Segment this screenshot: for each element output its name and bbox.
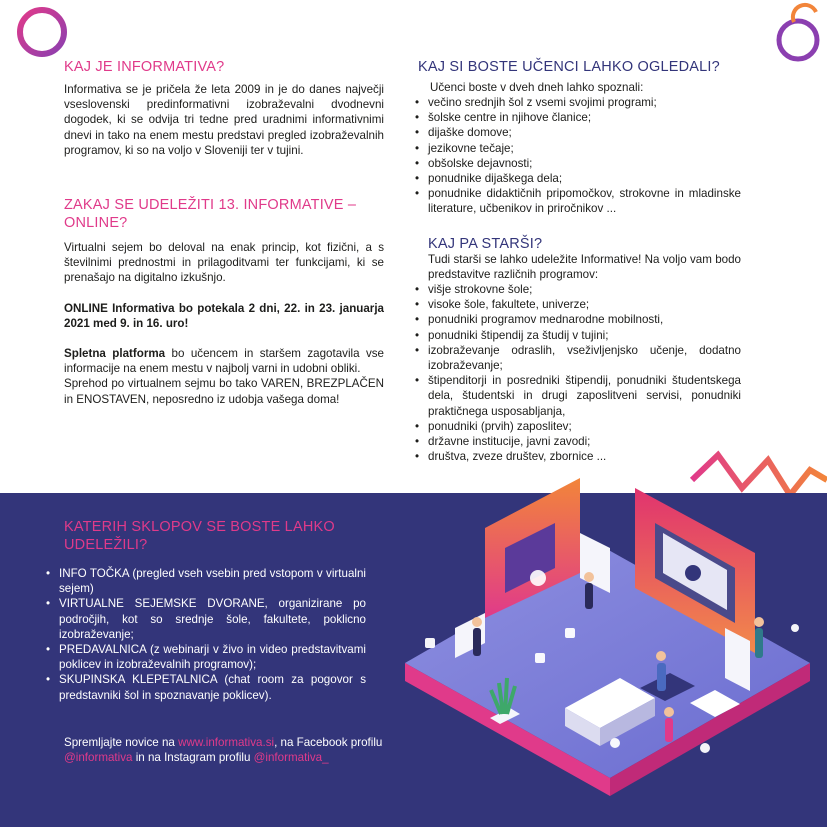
parents-intro: Tudi starši se lahko udeležite Informative! Na voljo vam bodo predstavitve različnih programov:	[428, 253, 741, 282]
list-item: • višje strokovne šole;	[415, 282, 741, 297]
list-item: • ponudnike dijaškega dela;	[415, 171, 741, 186]
list-item: • visoke šole, fakultete, univerze;	[415, 297, 741, 312]
list-item: • dijaške domove;	[415, 125, 741, 140]
list-item: • šolske centre in njihove članice;	[415, 110, 741, 125]
list-item: • obšolske dejavnosti;	[415, 156, 741, 171]
decor-ring-top-left-icon	[12, 2, 72, 62]
sections-list	[46, 566, 366, 703]
online-dates: ONLINE Informativa bo potekala 2 dni, 22. in 23. januarja 2021 med 9. in 16. uro!	[64, 301, 384, 330]
list-item: • štipenditorji in posredniki štipendij, ponudniki študentskega dela, študentski in drugi zaposlitveni servisi, ponudniki praktičnega usposabljanja,	[415, 373, 741, 419]
why-attend-text: Virtualni sejem bo deloval na enak princip, kot fizični, a s številnimi prednostmi in prilagoditvami ter funkcijami, ki se prenašajo na digitalno izkušnjo. ONLINE Informativa bo potekala 2 dni, 22. in 23. januarja 2021 med 9. in 16. uro! Spletna platforma bo učencem in staršem zagotavila vse informacije na enem mestu v najbolj varni in udobni obliki. Sprehod po virtualnem sejmu bo tako VAREN, BREZPLAČEN in ENOSTAVEN, neposredno iz udobja vašega doma!	[64, 241, 384, 406]
heading-zakaj-se-udeleziti: ZAKAJ SE UDELEŽITI 13. INFORMATIVE – ONLINE?	[64, 197, 357, 231]
heading-kaj-si-boste-ogledali: KAJ SI BOSTE UČENCI LAHKO OGLEDALI?	[418, 59, 720, 75]
follow-text: Spremljajte novice na www.informativa.si, na Facebook profilu @informativa in na Instagram profilu @informativa_	[64, 736, 383, 765]
parents-list	[415, 282, 741, 464]
list-item: • SKUPINSKA KLEPETALNICA (chat room za pogovor s predstavniki šol in spoznavanje poklicev).	[46, 672, 366, 702]
list-item: • ponudniki štipendij za študij v tujini;	[415, 328, 741, 343]
list-item: • ponudniki (prvih) zaposlitev;	[415, 419, 741, 434]
heading-katerih-sklopov: KATERIH SKLOPOV SE BOSTE LAHKO UDELEŽILI?	[64, 519, 335, 553]
virtual-fair-illustration	[395, 478, 820, 818]
list-item: • PREDAVALNICA (z webinarji v živo in video predstavitvami poklicev in izobraževalnih programov);	[46, 642, 366, 672]
facebook-link[interactable]: @informativa	[64, 751, 133, 765]
list-item: • ponudniki programov mednarodne mobilnosti,	[415, 312, 741, 327]
decor-ring-top-right-inner-icon	[790, 2, 820, 32]
list-item: • VIRTUALNE SEJEMSKE DVORANE, organizirane po področjih, kot so srednje šole, fakultete, poklicno izobraževanje;	[46, 596, 366, 642]
list-item: • društva, zveze društev, zbornice ...	[415, 449, 741, 464]
heading-kaj-pa-starsi: KAJ PA STARŠI?	[428, 236, 543, 252]
platform-label: Spletna platforma	[64, 347, 166, 361]
website-link[interactable]: www.informativa.si	[178, 736, 275, 749]
list-item: • večino srednjih šol z vsemi svojimi programi;	[415, 95, 741, 110]
students-list	[415, 95, 741, 217]
list-item: • jezikovne tečaje;	[415, 141, 741, 156]
list-item: • izobraževanje odraslih, vseživljenjsko učenje, dodatno izobraževanje;	[415, 343, 741, 373]
list-item: • državne institucije, javni zavodi;	[415, 434, 741, 449]
list-item: • INFO TOČKA (pregled vseh vsebin pred vstopom v virtualni sejem)	[46, 566, 366, 596]
instagram-link[interactable]: @informativa_	[253, 751, 329, 765]
heading-kaj-je-informativa: KAJ JE INFORMATIVA?	[64, 59, 225, 75]
intro-paragraph: Informativa se je pričela že leta 2009 in je do danes največji vseslovenski predinformativni izobraževalni dvodnevni dogodek, ki se odvija tri tedne pred uradnimi informativnimi dnevi in tako na enem mestu predstavi pregled izobraževalnih programov, ki so na voljo v Sloveniji ter v tujini.	[64, 83, 384, 157]
students-intro: Učenci boste v dveh dneh lahko spoznali:	[430, 81, 644, 94]
list-item: • ponudnike didaktičnih pripomočkov, strokovne in mladinske literature, učbenikov in priročnikov ...	[415, 186, 741, 216]
